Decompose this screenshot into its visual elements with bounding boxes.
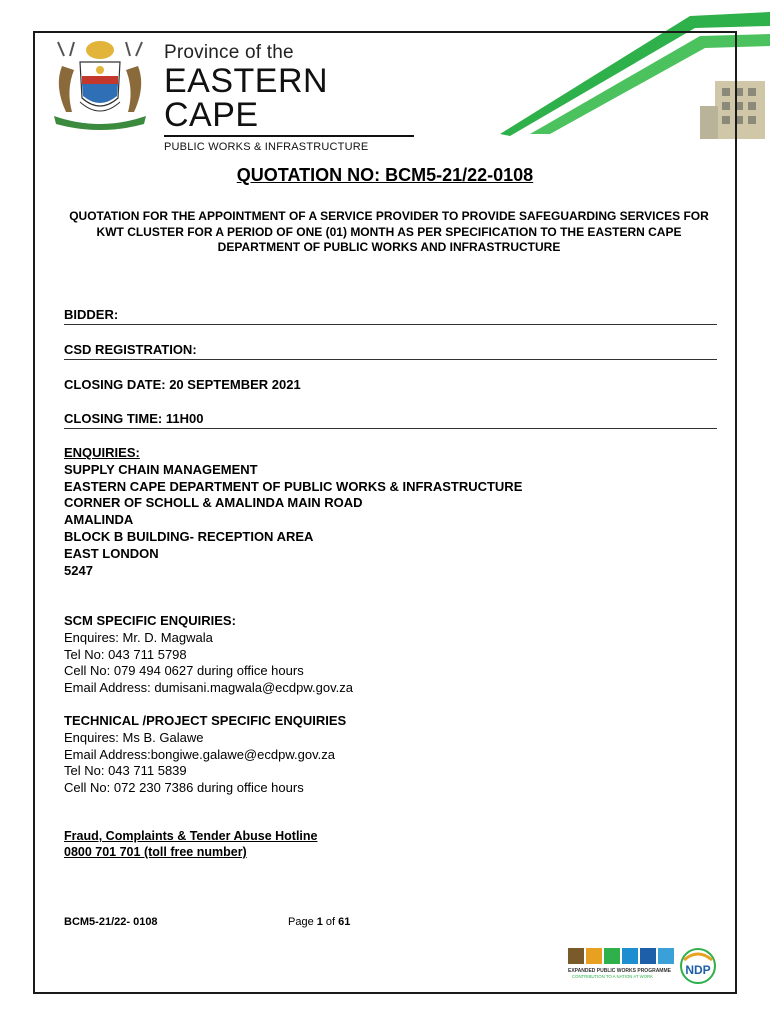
scm-line: Enquires: Mr. D. Magwala	[64, 629, 213, 645]
page-mid: of	[322, 916, 339, 928]
page-total: 61	[338, 916, 351, 928]
hotline-section	[64, 828, 318, 860]
enquiries-line: SUPPLY CHAIN MANAGEMENT	[64, 461, 258, 477]
page-prefix: Page	[288, 916, 317, 928]
enquiries-line: AMALINDA	[64, 512, 134, 528]
enquiries-line: BLOCK B BUILDING- RECEPTION AREA	[64, 528, 314, 544]
enquiries-line: EAST LONDON	[64, 545, 159, 561]
scm-line: Tel No: 043 711 5798	[64, 646, 187, 662]
technical-enquiries-section	[64, 713, 346, 797]
quotation-subtitle: QUOTATION FOR THE APPOINTMENT OF A SERVICE PROVIDER TO PROVIDE SAFEGUARDING SERVICES FOR KWT CLUSTER FOR A PERIOD OF ONE (01) MONTH AS PER SPECIFICATION TO THE EASTERN CAPE DEPARTMENT OF PUBLIC WORKS AND INFRASTRUCTURE	[69, 209, 709, 254]
page-current: 1	[316, 916, 323, 928]
enquiries-line: EASTERN CAPE DEPARTMENT OF PUBLIC WORKS & INFRASTRUCTURE	[64, 478, 523, 494]
page-number	[288, 916, 350, 928]
province-rule	[164, 135, 414, 137]
technical-line: Enquires: Ms B. Galawe	[64, 729, 204, 745]
closing-time: CLOSING TIME: 11H00	[64, 411, 204, 426]
technical-heading: TECHNICAL /PROJECT SPECIFIC ENQUIRIES	[64, 713, 347, 728]
technical-email: Email Address:bongiwe.galawe@ecdpw.gov.za	[64, 746, 335, 762]
hotline-number: 0800 701 701 (toll free number)	[64, 845, 247, 859]
csd-registration-label: CSD REGISTRATION:	[64, 342, 197, 357]
hotline-title: Fraud, Complaints & Tender Abuse Hotline	[64, 829, 318, 843]
footer-quotation-code: BCM5-21/22- 0108	[64, 916, 158, 928]
scm-enquiries-section	[64, 613, 353, 697]
scm-email: Email Address: dumisani.magwala@ecdpw.gov.za	[64, 680, 353, 696]
technical-line: Tel No: 043 711 5839	[64, 763, 187, 779]
province-line1: Province of the	[164, 42, 294, 63]
epwp-tagline: CONTRIBUTION TO A NATION AT WORK	[572, 974, 654, 979]
enquiries-line: 5247	[64, 562, 93, 578]
province-logo-text	[164, 42, 424, 153]
closing-date: CLOSING DATE: 20 SEPTEMBER 2021	[64, 377, 301, 392]
bidder-label: BIDDER:	[64, 307, 119, 322]
department-name: PUBLIC WORKS & INFRASTRUCTURE	[164, 141, 369, 153]
enquiries-line: CORNER OF SCHOLL & AMALINDA MAIN ROAD	[64, 495, 363, 511]
epwp-text: EXPANDED PUBLIC WORKS PROGRAMME	[568, 968, 671, 974]
bidder-rule	[64, 324, 717, 325]
epwp-ndp-logo-icon	[568, 946, 718, 986]
quotation-title: QUOTATION NO: BCM5-21/22-0108	[236, 165, 534, 185]
scm-line: Cell No: 079 494 0627 during office hours	[64, 663, 304, 679]
scm-heading: SCM SPECIFIC ENQUIRIES:	[64, 613, 236, 628]
enquiries-heading: ENQUIRIES:	[64, 445, 140, 460]
closing-time-rule	[64, 428, 717, 429]
ndp-text: NDP	[685, 963, 711, 977]
enquiries-section	[64, 445, 522, 579]
province-name: EASTERN CAPE	[164, 62, 329, 134]
coat-of-arms-icon	[40, 36, 160, 130]
technical-line: Cell No: 072 230 7386 during office hours	[64, 780, 304, 796]
csd-rule	[64, 359, 717, 360]
